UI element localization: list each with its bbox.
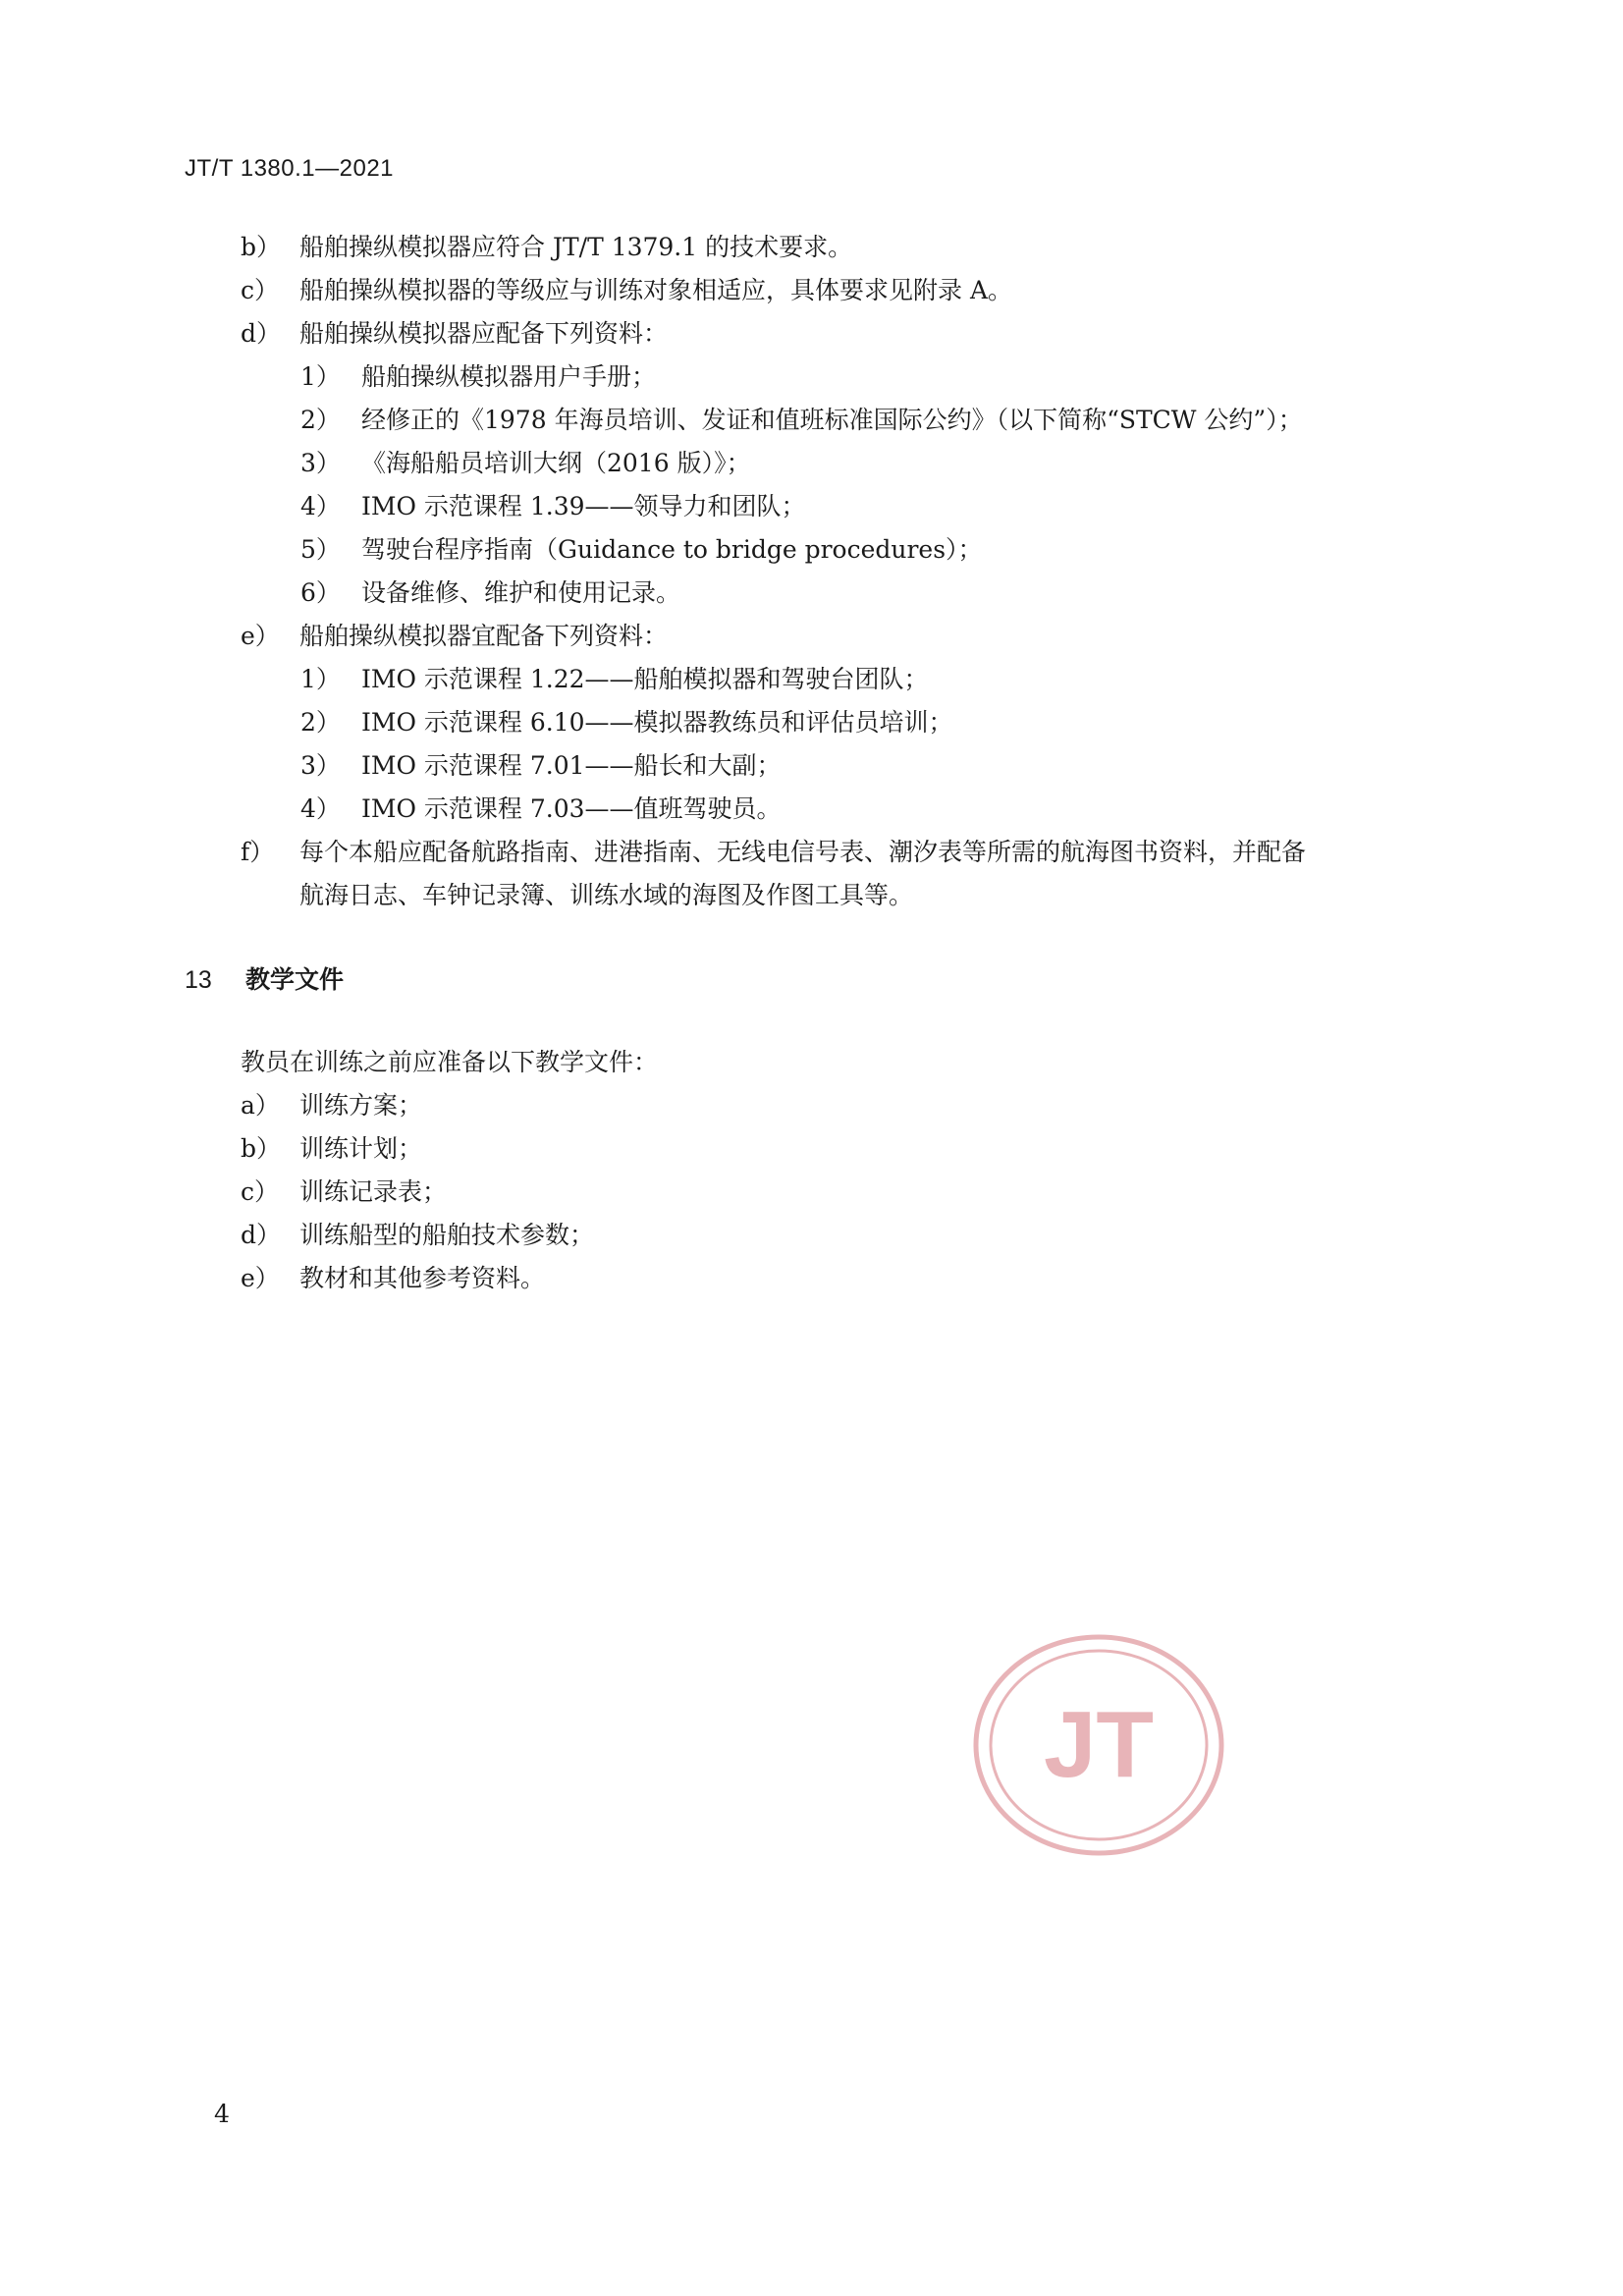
section-heading bbox=[185, 960, 344, 996]
section-title: 教学文件 bbox=[245, 966, 345, 994]
list-marker: 2） bbox=[300, 406, 341, 434]
list-marker: b） bbox=[241, 1134, 282, 1163]
list-text: 训练记录表； bbox=[299, 1177, 448, 1206]
list-marker: 4） bbox=[300, 794, 341, 823]
list-marker: 3） bbox=[300, 449, 341, 477]
list-text: 训练计划； bbox=[299, 1134, 423, 1163]
stamp-text: JT bbox=[1043, 1692, 1155, 1797]
list-text: 设备维修、维护和使用记录。 bbox=[361, 578, 681, 607]
list-text-continuation: 航海日志、车钟记录簿、训练水域的海图及作图工具等。 bbox=[299, 881, 914, 909]
document-code: JT/T 1380.1—2021 bbox=[185, 155, 395, 182]
list-text: 船舶操纵模拟器应符合 JT/T 1379.1 的技术要求。 bbox=[299, 233, 853, 261]
list-marker: e） bbox=[241, 622, 280, 650]
list-text: IMO 示范课程 1.22——船舶模拟器和驾驶台团队； bbox=[361, 665, 929, 693]
list-marker: b） bbox=[241, 233, 282, 261]
section-number: 13 bbox=[185, 966, 212, 994]
list-text: 每个本船应配备航路指南、进港指南、无线电信号表、潮汐表等所需的航海图书资料，并配备 bbox=[299, 838, 1307, 866]
list-text: 船舶操纵模拟器宜配备下列资料： bbox=[299, 622, 669, 650]
list-marker: c） bbox=[241, 276, 280, 304]
list-marker: a） bbox=[241, 1091, 280, 1120]
list-marker: 6） bbox=[300, 578, 341, 607]
list-marker: 4） bbox=[300, 492, 341, 520]
list-marker: e） bbox=[241, 1264, 280, 1292]
list-marker: f） bbox=[241, 838, 275, 866]
list-marker: 5） bbox=[300, 535, 341, 564]
section-intro: 教员在训练之前应准备以下教学文件： bbox=[241, 1048, 659, 1076]
list-text: 经修正的《1978 年海员培训、发证和值班标准国际公约》（以下简称“STCW 公约”）； bbox=[361, 406, 1303, 434]
jt-watermark-stamp bbox=[972, 1633, 1225, 1857]
list-marker: 2） bbox=[300, 708, 341, 737]
list-text: 船舶操纵模拟器应配备下列资料： bbox=[299, 319, 669, 348]
list-marker: d） bbox=[241, 319, 282, 348]
list-marker: 1） bbox=[300, 665, 341, 693]
list-marker: 1） bbox=[300, 362, 341, 391]
page-number: 4 bbox=[214, 2100, 230, 2128]
list-text: IMO 示范课程 7.03——值班驾驶员。 bbox=[361, 794, 782, 823]
list-text: 教材和其他参考资料。 bbox=[299, 1264, 546, 1292]
list-marker: c） bbox=[241, 1177, 280, 1206]
list-text: IMO 示范课程 7.01——船长和大副； bbox=[361, 751, 782, 780]
list-text: IMO 示范课程 1.39——领导力和团队； bbox=[361, 492, 806, 520]
list-marker: 3） bbox=[300, 751, 341, 780]
list-text: 《海船船员培训大纲（2016 版）》； bbox=[361, 449, 751, 477]
list-marker: d） bbox=[241, 1221, 282, 1249]
list-text: 驾驶台程序指南（Guidance to bridge procedures）； bbox=[361, 535, 983, 564]
list-text: 船舶操纵模拟器用户手册； bbox=[361, 362, 657, 391]
list-text: 船舶操纵模拟器的等级应与训练对象相适应，具体要求见附录 A。 bbox=[299, 276, 1013, 304]
list-text: 训练船型的船舶技术参数； bbox=[299, 1221, 595, 1249]
list-text: IMO 示范课程 6.10——模拟器教练员和评估员培训； bbox=[361, 708, 953, 737]
list-text: 训练方案； bbox=[299, 1091, 423, 1120]
